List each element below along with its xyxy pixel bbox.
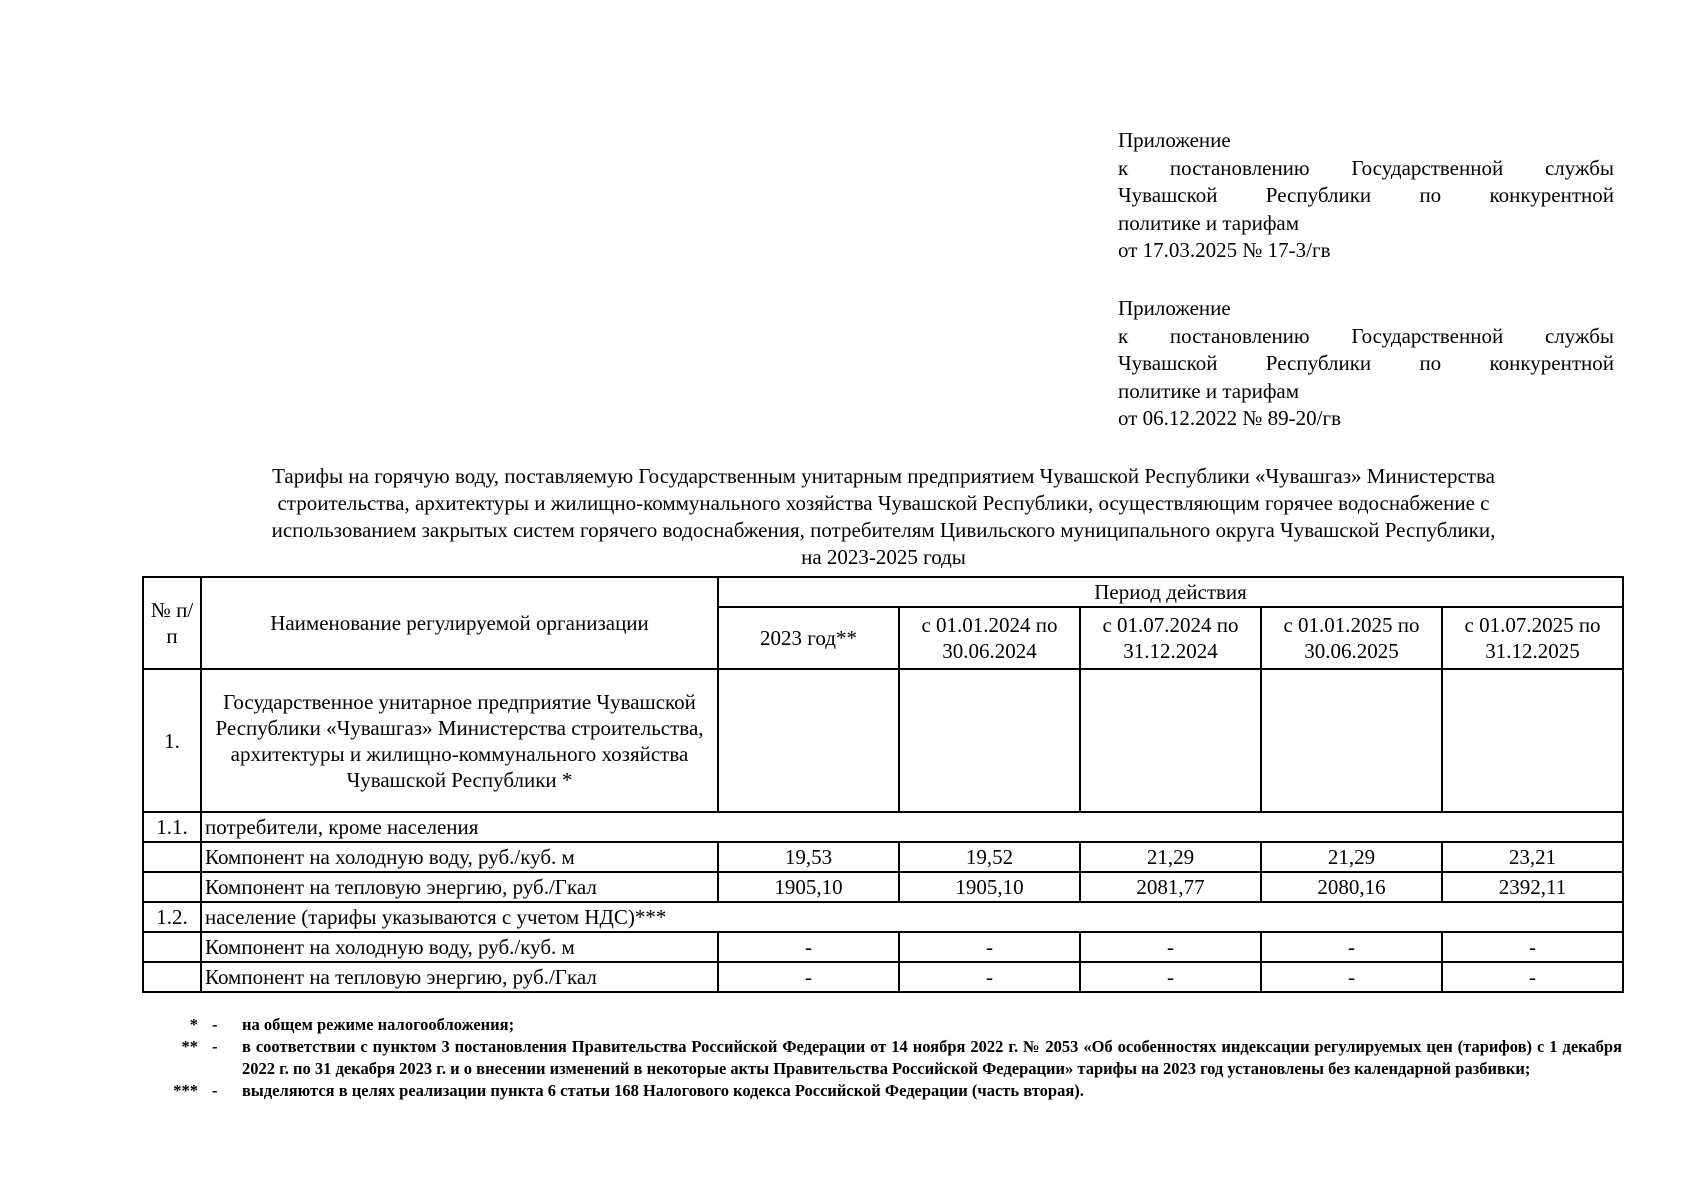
appendix-current-line4: от 17.03.2025 № 17-3/гв <box>1118 238 1331 262</box>
footnote-mark: * <box>189 1015 198 1034</box>
section1-label: потребители, кроме населения <box>201 812 1623 842</box>
appendix-original-line4: от 06.12.2022 № 89-20/гв <box>1118 406 1342 430</box>
row-value: - <box>1442 962 1623 992</box>
table-row <box>143 872 1623 902</box>
row-label: Компонент на тепловую энергию, руб./Гкал <box>201 872 718 902</box>
header-period-2: с 01.01.2024 по 30.06.2024 <box>899 607 1080 669</box>
section-row <box>143 812 1623 842</box>
appendix-current-line1: к постановлению Государственной службы <box>1118 155 1614 180</box>
footnote-text: в соответствии с пунктом 3 постановления Правительства Российской Федерации от 14 ноября 2022 г. № 2053 «Об особенностях индексации регулируемых цен (тарифов) с 1 декабря 2022 г. по 31 декабря 2023 г. и о внесении изменений в некоторые акты Правительства Российской Федерации» тарифы на 2023 год установлены без календарной разбивки; <box>242 1037 1622 1078</box>
appendix-current-line2: Чувашской Республики по конкурентной <box>1118 183 1614 207</box>
org-num: 1. <box>143 669 201 812</box>
footnote <box>142 1014 1622 1036</box>
tariffs-table <box>142 576 1624 993</box>
document-title-line3: использованием закрытых систем горячего водоснабжения, потребителям Цивильского муниципального округа Чувашской Республики, <box>271 518 1496 542</box>
row-value: - <box>1442 932 1623 962</box>
footnote-dash: - <box>212 1015 218 1034</box>
table-row <box>143 932 1623 962</box>
table-row <box>143 842 1623 872</box>
footnote-mark: *** <box>173 1081 198 1100</box>
org-cell-empty <box>899 669 1080 812</box>
row-value: - <box>718 932 899 962</box>
row-value: - <box>1261 932 1442 962</box>
footnotes <box>142 1014 1622 1102</box>
footnote-dash: - <box>212 1037 218 1056</box>
row-value: - <box>899 932 1080 962</box>
document-title-line2: строительства, архитектуры и жилищно-коммунального хозяйства Чувашской Республики, осуществляющим горячее водоснабжение с <box>277 491 1490 515</box>
row-value: - <box>899 962 1080 992</box>
row-value: 19,53 <box>718 842 899 872</box>
row-value: 2392,11 <box>1442 872 1623 902</box>
row-value: 21,29 <box>1261 842 1442 872</box>
footnote <box>142 1036 1622 1080</box>
appendix-original <box>1118 295 1614 433</box>
header-period-5: с 01.07.2025 по 31.12.2025 <box>1442 607 1623 669</box>
header-org: Наименование регулируемой организации <box>201 577 718 669</box>
appendix-current-title: Приложение <box>1118 128 1231 152</box>
row-value: - <box>1080 962 1261 992</box>
section2-num: 1.2. <box>143 902 201 932</box>
row-value: 21,29 <box>1080 842 1261 872</box>
document-title-line4: на 2023-2025 годы <box>801 545 966 569</box>
appendix-current <box>1118 127 1614 265</box>
row-value: 23,21 <box>1442 842 1623 872</box>
footnote-text: на общем режиме налогообложения; <box>242 1015 515 1034</box>
section1-num: 1.1. <box>143 812 201 842</box>
row-value: 2081,77 <box>1080 872 1261 902</box>
section-row <box>143 902 1623 932</box>
row-label: Компонент на тепловую энергию, руб./Гкал <box>201 962 718 992</box>
header-period-1: 2023 год** <box>718 607 899 669</box>
document-title-line1: Тарифы на горячую воду, поставляемую Государственным унитарным предприятием Чувашской Республики «Чувашгаз» Министерства <box>272 464 1495 488</box>
row-value: - <box>1080 932 1261 962</box>
footnote-text: выделяются в целях реализации пункта 6 статьи 168 Налогового кодекса Российской Федерации (часть вторая). <box>242 1081 1084 1100</box>
appendix-original-title: Приложение <box>1118 296 1231 320</box>
row-num-empty <box>143 842 201 872</box>
footnote-mark: ** <box>181 1037 198 1056</box>
table-row <box>143 962 1623 992</box>
row-num-empty <box>143 932 201 962</box>
header-period: Период действия <box>718 577 1623 607</box>
row-num-empty <box>143 872 201 902</box>
section2-label: население (тарифы указываются с учетом НДС)*** <box>201 902 1623 932</box>
row-label: Компонент на холодную воду, руб./куб. м <box>201 932 718 962</box>
footnote <box>142 1080 1622 1102</box>
org-cell-empty <box>1442 669 1623 812</box>
row-label: Компонент на холодную воду, руб./куб. м <box>201 842 718 872</box>
row-value: 19,52 <box>899 842 1080 872</box>
header-period-4: с 01.01.2025 по 30.06.2025 <box>1261 607 1442 669</box>
header-period-3: с 01.07.2024 по 31.12.2024 <box>1080 607 1261 669</box>
appendix-original-line3: политике и тарифам <box>1118 378 1300 403</box>
org-row <box>143 669 1623 812</box>
row-value: - <box>1261 962 1442 992</box>
row-value: - <box>718 962 899 992</box>
row-value: 2080,16 <box>1261 872 1442 902</box>
header-row <box>143 577 1623 607</box>
row-value: 1905,10 <box>899 872 1080 902</box>
org-cell-empty <box>1080 669 1261 812</box>
row-num-empty <box>143 962 201 992</box>
org-cell-empty <box>1261 669 1442 812</box>
footnote-dash: - <box>212 1081 218 1100</box>
appendix-original-line1: к постановлению Государственной службы <box>1118 323 1614 348</box>
appendix-current-line3: политике и тарифам <box>1118 210 1300 235</box>
header-num: № п/п <box>143 577 201 669</box>
row-value: 1905,10 <box>718 872 899 902</box>
document-title <box>150 463 1617 571</box>
appendix-original-line2: Чувашской Республики по конкурентной <box>1118 351 1614 375</box>
org-name: Государственное унитарное предприятие Чувашской Республики «Чувашгаз» Министерства строительства, архитектуры и жилищно-коммунального хозяйства Чувашской Республики * <box>201 669 718 812</box>
org-cell-empty <box>718 669 899 812</box>
